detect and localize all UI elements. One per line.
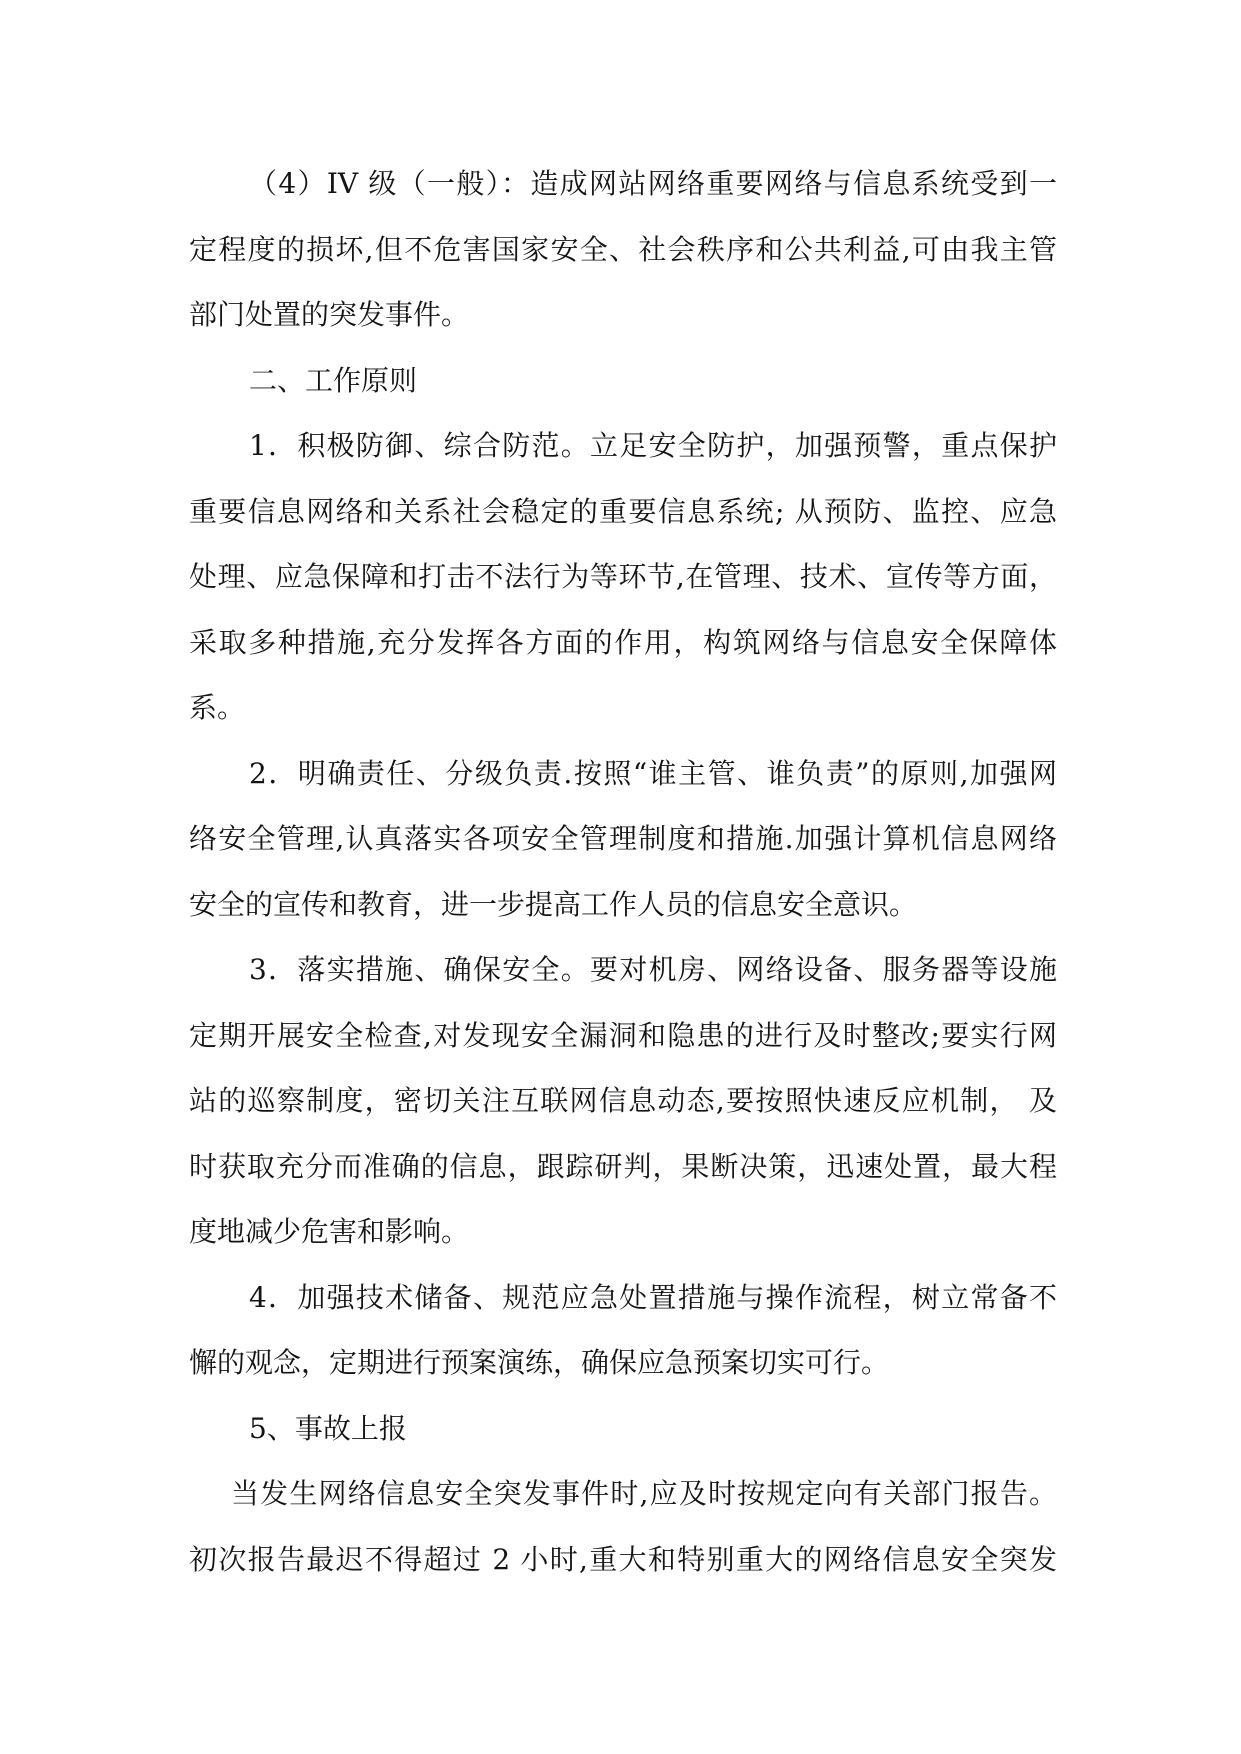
paragraph-principle-4 <box>189 1265 1057 1396</box>
paragraph-line: （4）IV 级（一般）：造成网站网络重要网络与信息系统受到一 <box>249 167 1057 200</box>
section-heading-work-principles <box>189 348 1057 414</box>
section-heading: 5、事故上报 <box>249 1411 407 1445</box>
paragraph-incident-report <box>189 1461 1057 1592</box>
paragraph-line: 度地减少危害和影响。 <box>189 1215 470 1248</box>
paragraph-line: 当发生网络信息安全突发事件时,应及时按规定向有关部门报告。 <box>231 1477 1057 1510</box>
paragraph-line: 安全的宣传和教育，进一步提高工作人员的信息安全意识。 <box>189 887 918 921</box>
paragraph-line: 4．加强技术储备、规范应急处置措施与操作流程，树立常备不 <box>249 1280 1057 1314</box>
paragraph-line: 系。 <box>189 691 246 724</box>
paragraph-line: 时获取充分而准确的信息，跟踪研判，果断决策，迅速处置，最大程 <box>189 1149 1057 1183</box>
paragraph-principle-2 <box>189 741 1057 938</box>
paragraph-line: 处理、应急保障和打击不法行为等环节,在管理、技术、宣传等方面， <box>189 560 1057 593</box>
section-heading: 二、工作原则 <box>249 363 418 397</box>
paragraph-line: 1．积极防御、综合防范。立足安全防护，加强预警，重点保护 <box>249 429 1057 462</box>
paragraph-line: 站的巡察制度，密切关注互联网信息动态,要按照快速反应机制， 及 <box>189 1084 1057 1117</box>
paragraph-line: 初次报告最迟不得超过 2 小时,重大和特别重大的网络信息安全突发 <box>189 1542 1057 1576</box>
paragraph-line: 重要信息网络和关系社会稳定的重要信息系统; 从预防、监控、应急 <box>189 494 1057 528</box>
paragraph-level-iv <box>189 151 1057 348</box>
paragraph-principle-3 <box>189 937 1057 1265</box>
paragraph-line: 定期开展安全检查,对发现安全漏洞和隐患的进行及时整改;要实行网 <box>189 1018 1057 1052</box>
paragraph-line: 部门处置的突发事件。 <box>189 298 470 331</box>
paragraph-line: 懈的观念，定期进行预案演练，确保应急预案切实可行。 <box>189 1346 890 1379</box>
paragraph-line: 2．明确责任、分级负责.按照“谁主管、谁负责”的原则,加强网 <box>249 756 1057 790</box>
paragraph-line: 络安全管理,认真落实各项安全管理制度和措施.加强计算机信息网络 <box>189 822 1057 855</box>
paragraph-line: 采取多种措施,充分发挥各方面的作用，构筑网络与信息安全保障体 <box>189 625 1057 659</box>
document-body <box>189 151 1057 1592</box>
paragraph-principle-1 <box>189 413 1057 741</box>
section-heading-incident-report <box>189 1396 1057 1462</box>
paragraph-line: 定程度的损坏,但不危害国家安全、社会秩序和公共利益,可由我主管 <box>189 232 1057 266</box>
paragraph-line: 3．落实措施、确保安全。要对机房、网络设备、服务器等设施 <box>249 953 1057 986</box>
